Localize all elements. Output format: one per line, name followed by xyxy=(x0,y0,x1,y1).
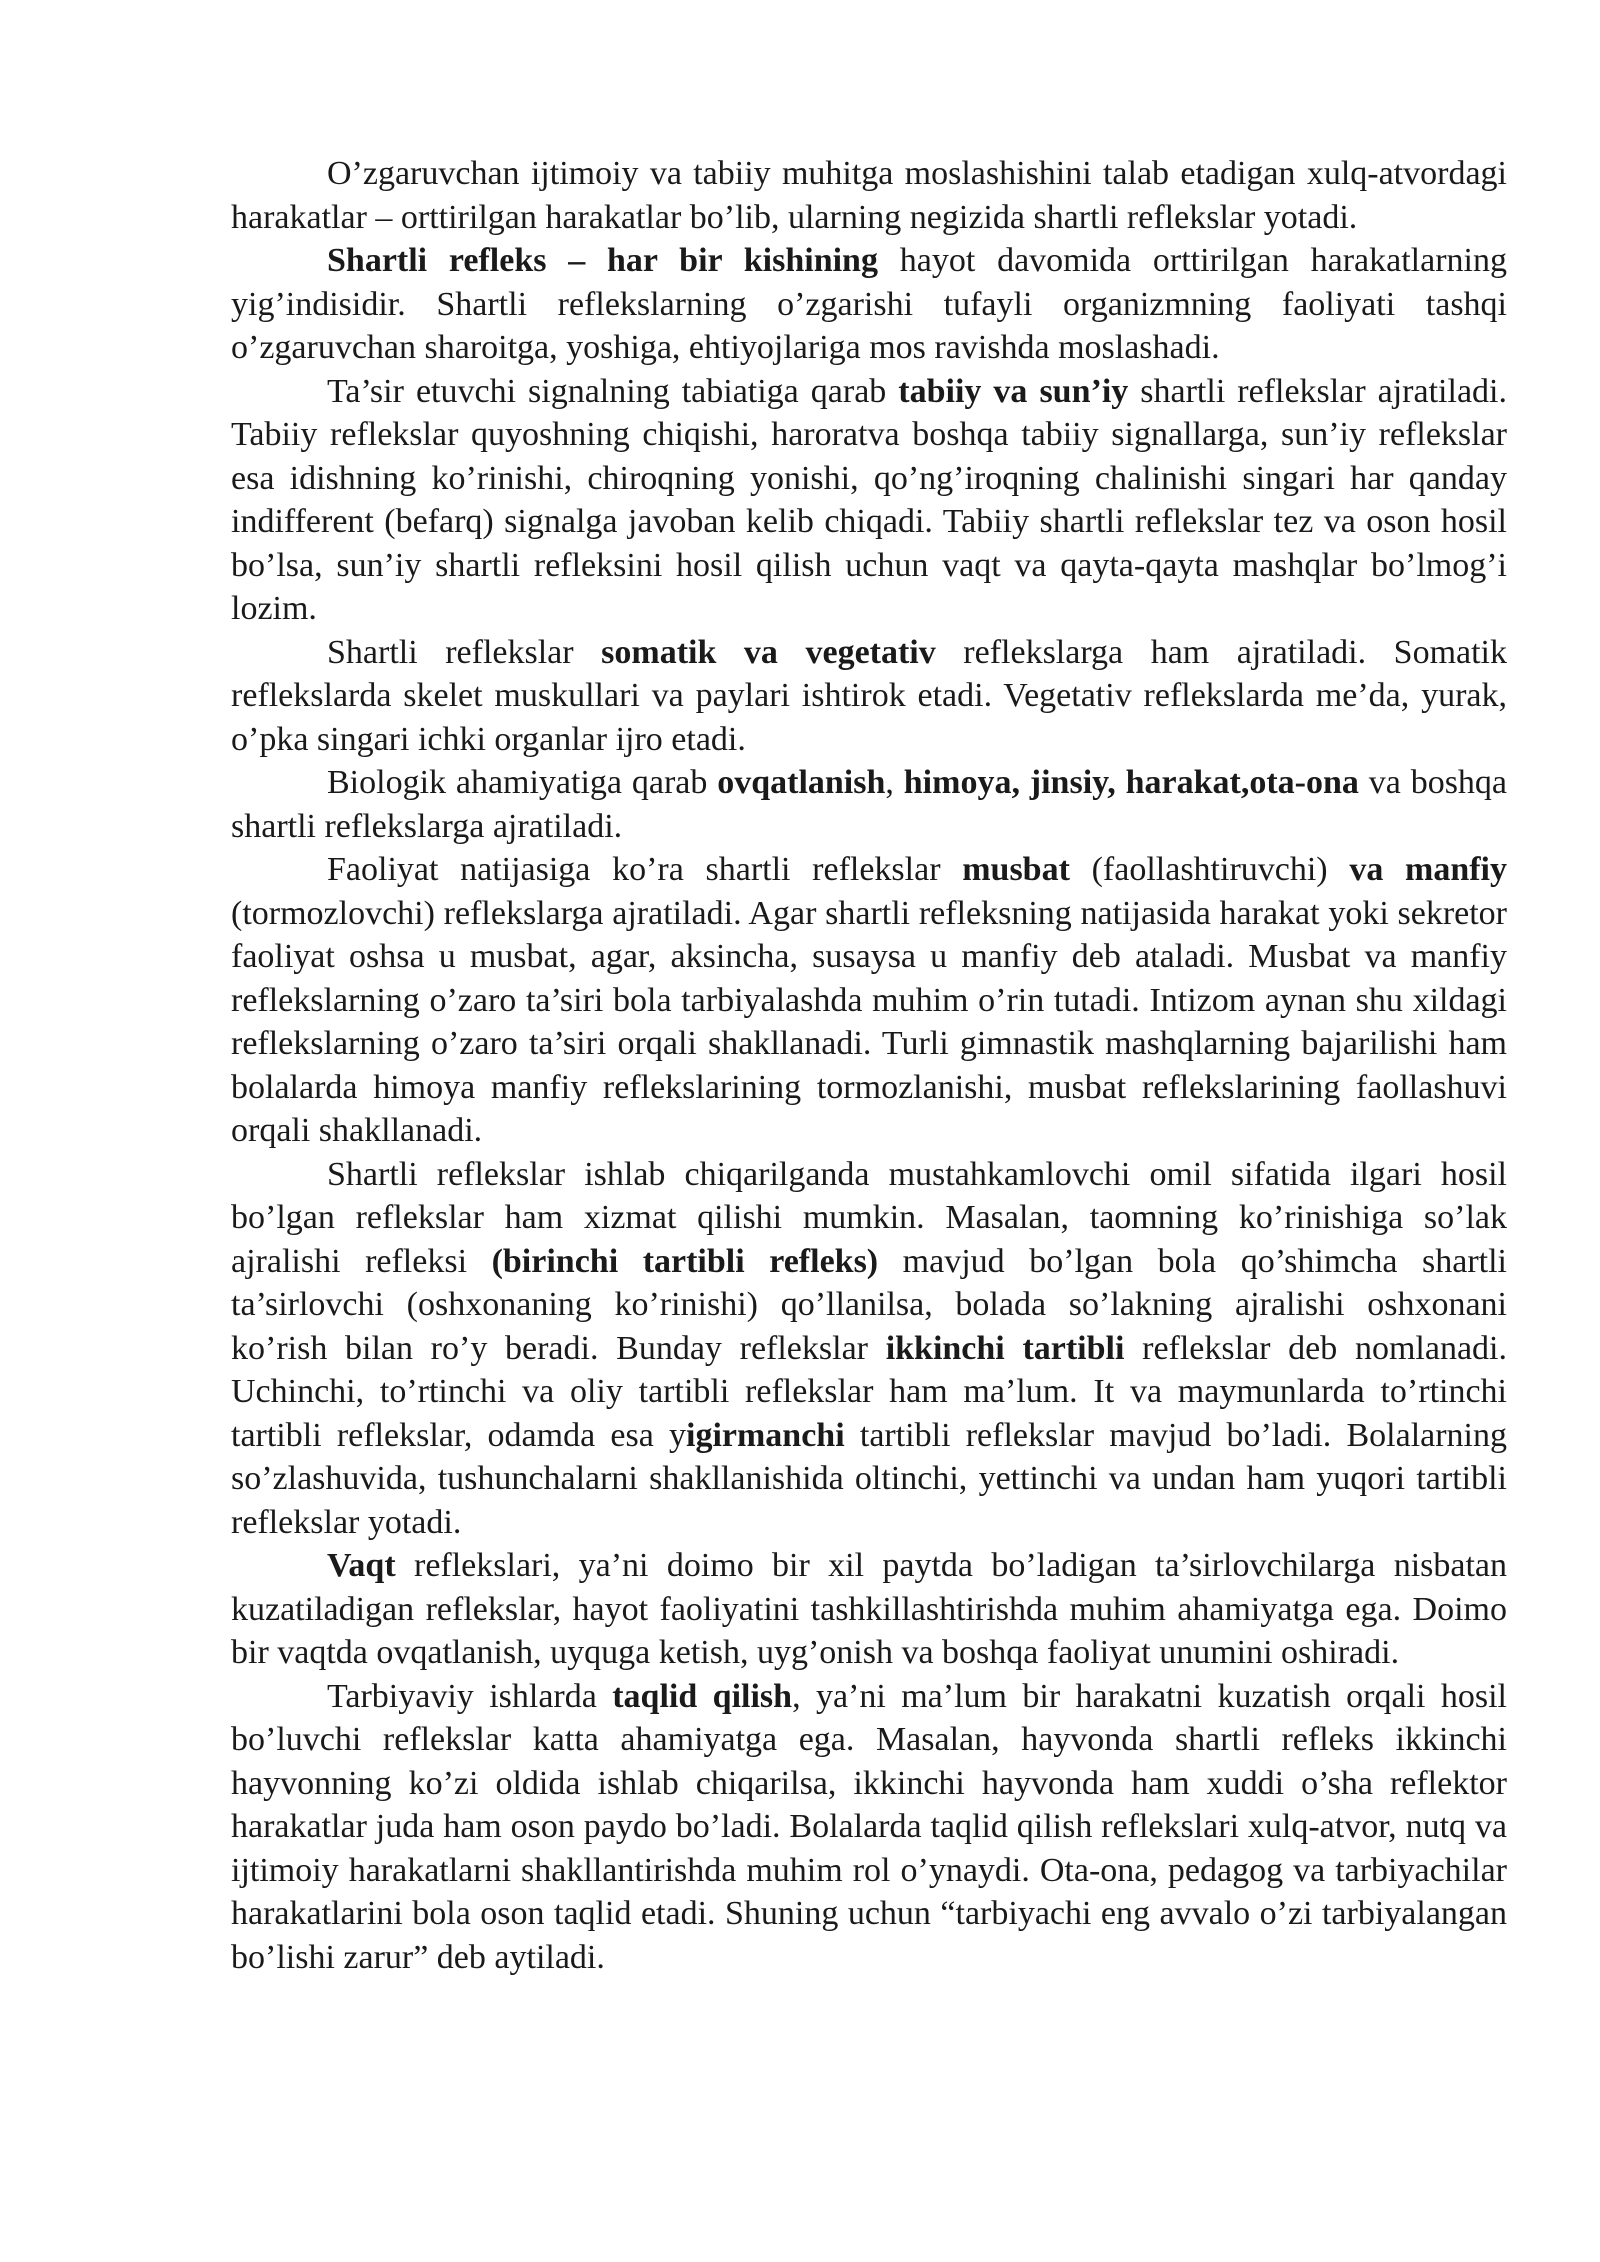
text-run: reflekslari, ya’ni doimo bir xil paytda bo’ladigan ta’sirlovchilarga nisbatan kuzatiladigan reflekslar, hayot faoliyatini tashkillashtirishda muhim ahamiyatga ega. Doimo bir vaqtda ovqatlanish, uyquga ketish, uyg’onish va boshqa faoliyat unumini oshiradi. xyxy=(231,1547,1507,1671)
text-run: reflekslar deb nomlanadi. Uchinchi, to’rtinchi va oliy tartibli reflekslar ham ma’lum. It va maymunlarda to’rtinchi tartibli reflekslar, odamda esa y xyxy=(231,1329,1507,1454)
text-run: hayot davomida orttirilgan harakatlarning yig’indisidir. Shartli reflekslarning o’zgarishi tufayli organizmning faoliyati tashqi o’zgaruvchan sharoitga, yoshiga, ehtiyojlariga mos ravishda moslashadi. xyxy=(231,242,1507,366)
text-run: (faollashtiruvchi) xyxy=(1069,851,1350,888)
bold-term: (birinchi tartibli refleks) xyxy=(491,1242,879,1280)
text-run: Faoliyat natijasiga ko’ra shartli reflekslar xyxy=(327,851,963,888)
text-run: (tormozlovchi) reflekslarga ajratiladi. Agar shartli refleksning natijasida harakat yoki sekretor faoliyat oshsa u musbat, agar, aksincha, susaysa u manfiy deb ataladi. Musbat va manfiy reflekslarning o’zaro ta’siri bola tarbiyalashda muhim o’rin tutadi. Intizom aynan shu xildagi reflekslarning o’zaro ta’siri orqali shakllanadi. Turli gimnastik mashqlarning bajarilishi ham bolalarda himoya manfiy reflekslarining tormozlanishi, musbat reflekslarining faollashuvi orqali shakllanadi. xyxy=(231,894,1507,1149)
bold-term: Shartli refleks – har bir kishining xyxy=(327,242,878,279)
paragraph-2 xyxy=(231,239,1507,370)
bold-term: himoya, jinsiy, harakat,ota-ona xyxy=(903,764,1359,801)
bold-term: Vaqt xyxy=(327,1547,396,1584)
text-run: O’zgaruvchan ijtimoiy va tabiiy muhitga moslashishini talab etadigan xulq-atvordagi harakatlar – orttirilgan harakatlar bo’lib, ularning negizida shartli reflekslar yotadi. xyxy=(231,155,1507,236)
text-run: Tarbiyaviy ishlarda xyxy=(327,1677,613,1715)
paragraph-8 xyxy=(231,1544,1507,1675)
text-run: Shartli reflekslar xyxy=(327,633,602,671)
text-run: Shartli reflekslar ishlab chiqarilganda mustahkamlovchi omil sifatida ilgari hosil bo’lgan reflekslar ham xizmat qilishi mumkin. Masalan, taomning ko’rinishiga so’lak ajralishi refleksi xyxy=(231,1155,1507,1280)
paragraph-3 xyxy=(231,370,1507,631)
document-page xyxy=(231,152,1507,1979)
text-run: mavjud bo’lgan bola qo’shimcha shartli ta’sirlovchi (oshxonaning ko’rinishi) qo’llanilsa, bolada so’lakning ajralishi oshxonani ko’rish bilan ro’y beradi. Bunday reflekslar xyxy=(231,1242,1507,1367)
paragraph-1 xyxy=(231,152,1507,239)
bold-term: igirmanchi xyxy=(686,1416,845,1454)
text-run: tartibli reflekslar mavjud bo’ladi. Bolalarning so’zlashuvida, tushunchalarni shakllanishida oltinchi, yettinchi va undan ham yuqori tartibli reflekslar yotadi. xyxy=(231,1416,1507,1541)
bold-term: taqlid qilish xyxy=(612,1677,793,1715)
text-run: reflekslarga ham ajratiladi. Somatik reflekslarda skelet muskullari va paylari ishtirok etadi. Vegetativ reflekslarda me’da, yurak, o’pka singari ichki organlar ijro etadi. xyxy=(231,633,1507,758)
text-run: , ya’ni ma’lum bir harakatni kuzatish orqali hosil bo’luvchi reflekslar katta ahamiyatga ega. Masalan, hayvonda shartli refleks ikkinchi hayvonning ko’zi oldida ishlab chiqarilsa, ikkinchi hayvonda ham xuddi o’sha reflektor harakatlar juda ham oson paydo bo’ladi. Bolalarda taqlid qilish reflekslari xulq-atvor, nutq va ijtimoiy harakatlarni shakllantirishda muhim rol o’ynaydi. Ota-ona, pedagog va tarbiyachilar harakatlarini bola oson taqlid etadi. Shuning uchun “tarbiyachi eng avvalo o’zi tarbiyalangan bo’lishi zarur” deb aytiladi. xyxy=(231,1677,1507,1976)
paragraph-4 xyxy=(231,631,1507,762)
paragraph-9 xyxy=(231,1675,1507,1980)
text-run: Ta’sir etuvchi signalning tabiatiga qarab xyxy=(327,372,899,410)
bold-term: tabiiy va sun’iy xyxy=(898,372,1129,410)
paragraph-6 xyxy=(231,848,1507,1153)
paragraph-7 xyxy=(231,1153,1507,1545)
paragraph-5 xyxy=(231,761,1507,848)
bold-term: musbat xyxy=(962,851,1070,888)
text-run: shartli reflekslar ajratiladi. Tabiiy reflekslar quyoshning chiqishi, haroratva boshqa tabiiy signallarga, sun’iy reflekslar esa idishning ko’rinishi, chiroqning yonishi, qo’ng’iroqning chalinishi singari har qanday indifferent (befarq) signalga javoban kelib chiqadi. Tabiiy shartli reflekslar tez va oson hosil bo’lsa, sun’iy shartli refleksini hosil qilish uchun vaqt va qayta-qayta mashqlar bo’lmog’i lozim. xyxy=(231,372,1507,627)
text-run: , xyxy=(885,764,904,801)
bold-term: ikkinchi tartibli xyxy=(885,1329,1125,1367)
bold-term: va manfiy xyxy=(1349,851,1507,888)
text-run: va boshqa shartli reflekslarga ajratiladi. xyxy=(231,764,1508,845)
bold-term: somatik va vegetativ xyxy=(601,633,936,671)
text-run: Biologik ahamiyatiga qarab xyxy=(327,764,718,801)
bold-term: ovqatlanish xyxy=(717,764,886,801)
